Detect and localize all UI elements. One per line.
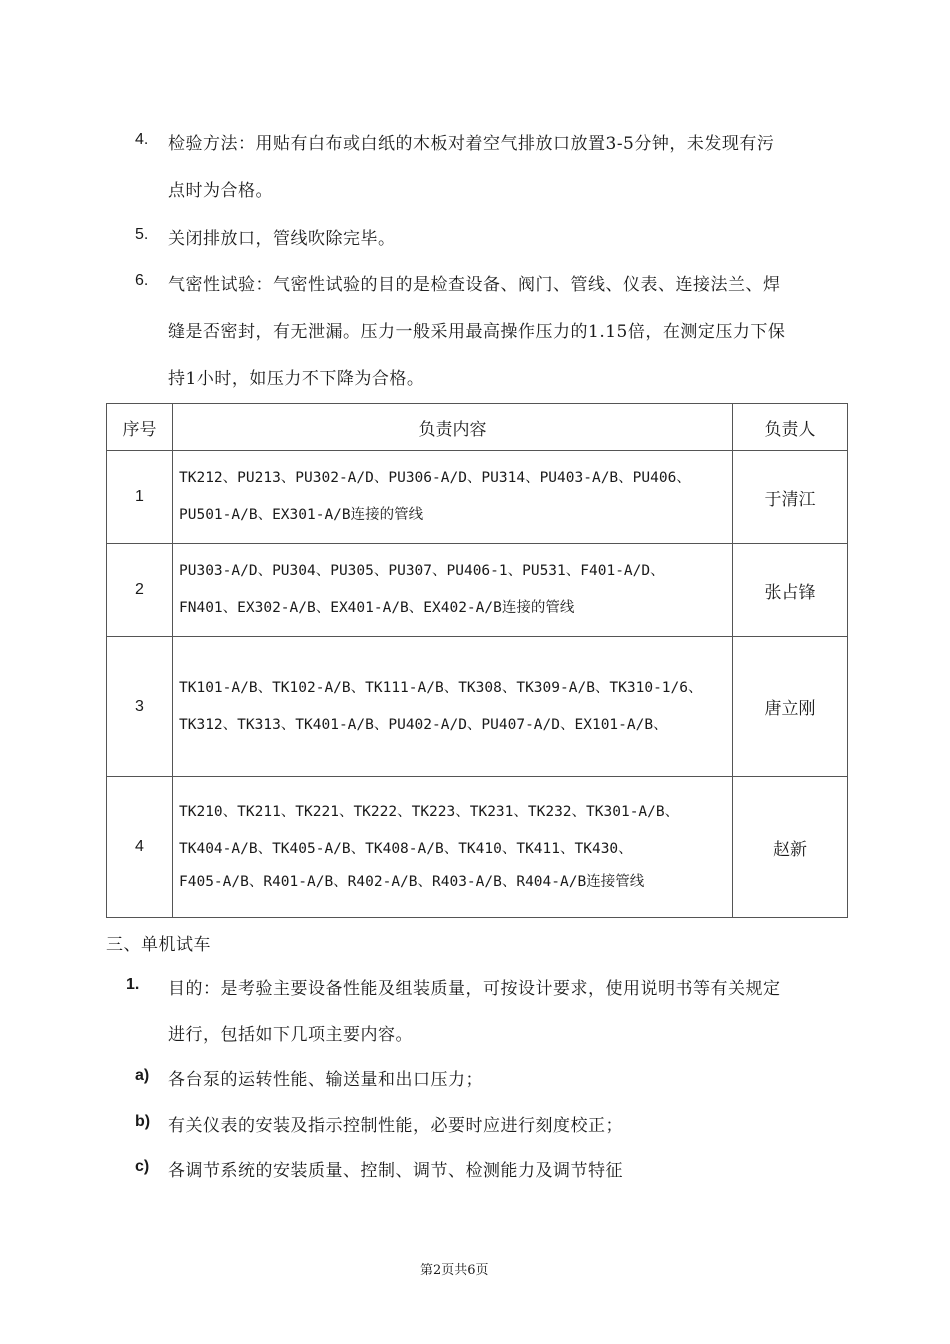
row-content: [173, 637, 733, 777]
item-5-number: 5.: [135, 226, 149, 243]
header-person: 负责人: [733, 404, 848, 451]
item-6-line2: 缝是否密封，有无泄漏。压力一般采用最高操作压力的1.15倍，在测定压力下保: [168, 322, 786, 342]
page-footer: 第2页共6页: [420, 1263, 489, 1278]
subitem-c-label: c): [135, 1158, 150, 1175]
section-heading: 三、单机试车: [106, 935, 211, 955]
table-row: [107, 637, 848, 777]
item-4-number: 4.: [135, 131, 149, 148]
item-6-line1: 气密性试验：气密性试验的目的是检查设备、阀门、管线、仪表、连接法兰、焊: [168, 275, 781, 295]
table-row: [107, 777, 848, 918]
content-line: TK312、TK313、TK401-A/B、PU402-A/D、PU407-A/D、EX101-A/B、: [179, 716, 668, 733]
row-index: 4: [107, 777, 173, 918]
row-person: 唐立刚: [733, 637, 848, 777]
item-1-line1: 目的：是考验主要设备性能及组装质量，可按设计要求，使用说明书等有关规定: [168, 979, 781, 999]
row-index: 1: [107, 451, 173, 544]
content-line: TK212、PU213、PU302-A/D、PU306-A/D、PU314、PU403-A/B、PU406、: [179, 470, 691, 486]
item-5-line1: 关闭排放口，管线吹除完毕。: [168, 229, 396, 249]
row-person: 于清江: [733, 451, 848, 544]
content-line: PU501-A/B、EX301-A/B连接的管线: [179, 507, 424, 523]
row-index: 2: [107, 544, 173, 637]
item-4-line1: 检验方法：用贴有白布或白纸的木板对着空气排放口放置3-5分钟，未发现有污: [168, 134, 775, 154]
subitem-b-text: 有关仪表的安装及指示控制性能，必要时应进行刻度校正；: [168, 1116, 623, 1136]
row-content: [173, 544, 733, 637]
header-content: 负责内容: [173, 404, 733, 451]
content-line: TK404-A/B、TK405-A/B、TK408-A/B、TK410、TK411、TK430、: [179, 840, 633, 857]
content-line: F405-A/B、R401-A/B、R402-A/B、R403-A/B、R404-A/B连接管线: [179, 873, 645, 890]
content-line: FN401、EX302-A/B、EX401-A/B、EX402-A/B连接的管线: [179, 600, 575, 616]
row-content: [173, 777, 733, 918]
row-person: 张占锋: [733, 544, 848, 637]
table-row: [107, 544, 848, 637]
subitem-a-text: 各台泵的运转性能、输送量和出口压力；: [168, 1070, 483, 1090]
content-line: TK210、TK211、TK221、TK222、TK223、TK231、TK232、TK301-A/B、: [179, 803, 680, 820]
table-header-row: [107, 404, 848, 451]
content-line: TK101-A/B、TK102-A/B、TK111-A/B、TK308、TK309-A/B、TK310-1/6、: [179, 679, 703, 696]
subitem-c-text: 各调节系统的安装质量、控制、调节、检测能力及调节特征: [168, 1161, 623, 1181]
content-line: PU303-A/D、PU304、PU305、PU307、PU406-1、PU531、F401-A/D、: [179, 563, 665, 579]
item-6-number: 6.: [135, 272, 149, 289]
item-1-line2: 进行，包括如下几项主要内容。: [168, 1025, 413, 1045]
table-row: [107, 451, 848, 544]
item-1-number: 1.: [126, 976, 140, 993]
subitem-b-label: b): [135, 1113, 151, 1130]
header-index: 序号: [107, 404, 173, 451]
item-6-line3: 持1小时，如压力不下降为合格。: [168, 369, 425, 389]
row-index: 3: [107, 637, 173, 777]
subitem-a-label: a): [135, 1067, 150, 1084]
row-person: 赵新: [733, 777, 848, 918]
responsibility-table: [106, 403, 848, 918]
item-4-line2: 点时为合格。: [168, 181, 273, 201]
row-content: [173, 451, 733, 544]
